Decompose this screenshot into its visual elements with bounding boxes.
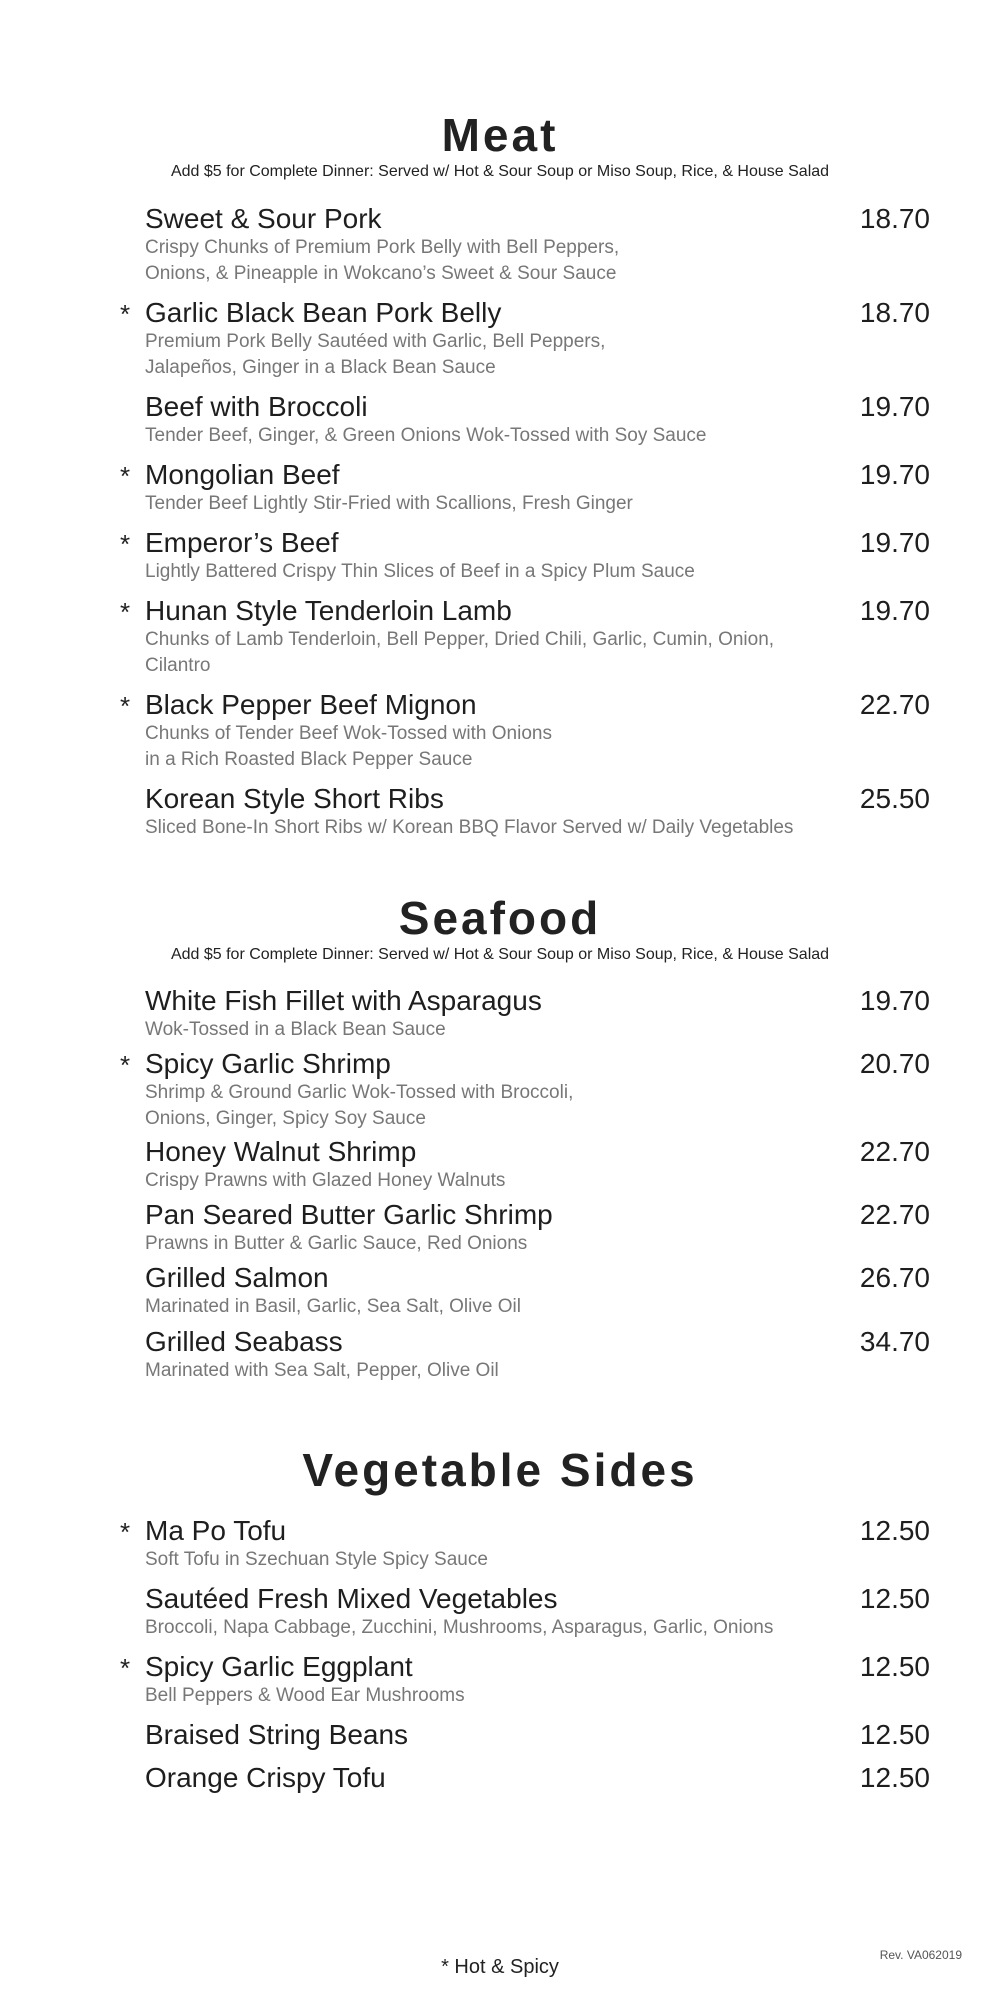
item-description: Sliced Bone-In Short Ribs w/ Korean BBQ Flavor Served w/ Daily Vegetables — [145, 817, 794, 838]
item-name: Emperor’s Beef — [145, 527, 339, 558]
item-description: Lightly Battered Crispy Thin Slices of Beef in a Spicy Plum Sauce — [145, 561, 695, 582]
spicy-marker-icon: * — [120, 461, 131, 491]
item-price: 34.70 — [859, 1326, 930, 1357]
item-name: Beef with Broccoli — [145, 391, 368, 422]
item-price: 19.70 — [859, 527, 930, 558]
item-price: 12.50 — [859, 1762, 930, 1793]
item-price: 22.70 — [859, 689, 930, 720]
item-description: Crispy Prawns with Glazed Honey Walnuts — [145, 1170, 506, 1191]
item-price: 18.70 — [859, 203, 930, 234]
item-name: Sautéed Fresh Mixed Vegetables — [145, 1583, 558, 1614]
spicy-marker-icon: * — [120, 691, 131, 721]
spicy-marker-icon: * — [120, 299, 131, 329]
spicy-marker-icon: * — [120, 1050, 131, 1080]
spicy-marker-icon: * — [120, 529, 131, 559]
item-name: Orange Crispy Tofu — [145, 1762, 386, 1793]
section-note: Add $5 for Complete Dinner: Served w/ Hot & Sour Soup or Miso Soup, Rice, & House Salad — [170, 946, 830, 963]
item-price: 12.50 — [859, 1583, 930, 1614]
item-price: 12.50 — [859, 1651, 930, 1682]
item-description: Tender Beef Lightly Stir-Fried with Scallions, Fresh Ginger — [145, 493, 633, 514]
item-description: Soft Tofu in Szechuan Style Spicy Sauce — [145, 1549, 488, 1570]
item-description: Wok-Tossed in a Black Bean Sauce — [145, 1019, 446, 1040]
spicy-marker-icon: * — [120, 1653, 131, 1683]
item-description: Shrimp & Ground Garlic Wok-Tossed with Broccoli, Onions, Ginger, Spicy Soy Sauce — [145, 1082, 574, 1129]
item-description: Bell Peppers & Wood Ear Mushrooms — [145, 1685, 465, 1706]
item-name: Spicy Garlic Shrimp — [145, 1048, 391, 1079]
item-name: Spicy Garlic Eggplant — [145, 1651, 413, 1682]
item-name: Sweet & Sour Pork — [145, 203, 382, 234]
item-name: Black Pepper Beef Mignon — [145, 689, 477, 720]
item-description: Crispy Chunks of Premium Pork Belly with Bell Peppers, Onions, & Pineapple in Wokcano’s Sweet & Sour Sauce — [145, 237, 620, 284]
item-price: 12.50 — [859, 1719, 930, 1750]
item-price: 25.50 — [859, 783, 930, 814]
item-description: Chunks of Lamb Tenderloin, Bell Pepper, Dried Chili, Garlic, Cumin, Onion, Cilantro — [145, 629, 775, 676]
item-description: Chunks of Tender Beef Wok-Tossed with Onions in a Rich Roasted Black Pepper Sauce — [145, 723, 552, 770]
item-description: Marinated with Sea Salt, Pepper, Olive Oil — [145, 1360, 499, 1381]
item-price: 22.70 — [859, 1136, 930, 1167]
item-name: Pan Seared Butter Garlic Shrimp — [145, 1199, 553, 1230]
item-description: Marinated in Basil, Garlic, Sea Salt, Olive Oil — [145, 1296, 521, 1317]
item-price: 19.70 — [859, 985, 930, 1016]
item-price: 22.70 — [859, 1199, 930, 1230]
spicy-legend: * Hot & Spicy — [441, 1956, 559, 1978]
item-description: Premium Pork Belly Sautéed with Garlic, Bell Peppers, Jalapeños, Ginger in a Black Bean Sauce — [145, 331, 606, 378]
item-price: 19.70 — [859, 595, 930, 626]
item-name: Garlic Black Bean Pork Belly — [145, 297, 502, 328]
item-price: 12.50 — [859, 1515, 930, 1546]
item-name: White Fish Fillet with Asparagus — [145, 985, 542, 1016]
item-price: 18.70 — [859, 297, 930, 328]
section-title: Meat — [441, 109, 559, 161]
item-price: 19.70 — [859, 391, 930, 422]
item-price: 20.70 — [859, 1048, 930, 1079]
item-name: Grilled Seabass — [145, 1326, 343, 1357]
section-note: Add $5 for Complete Dinner: Served w/ Hot & Sour Soup or Miso Soup, Rice, & House Salad — [170, 163, 830, 180]
item-name: Hunan Style Tenderloin Lamb — [145, 595, 512, 626]
spicy-marker-icon: * — [120, 597, 131, 627]
item-description: Tender Beef, Ginger, & Green Onions Wok-Tossed with Soy Sauce — [145, 425, 707, 446]
revision-code: Rev. VA062019 — [879, 1948, 962, 1962]
item-name: Braised String Beans — [145, 1719, 409, 1750]
item-name: Korean Style Short Ribs — [145, 783, 444, 814]
section-title: Seafood — [398, 892, 602, 944]
item-price: 26.70 — [859, 1262, 930, 1293]
section-title: Vegetable Sides — [302, 1444, 698, 1496]
item-name: Grilled Salmon — [145, 1262, 329, 1293]
item-name: Honey Walnut Shrimp — [145, 1136, 417, 1167]
item-name: Ma Po Tofu — [145, 1515, 287, 1546]
spicy-marker-icon: * — [120, 1517, 131, 1547]
item-name: Mongolian Beef — [145, 459, 340, 490]
item-description: Broccoli, Napa Cabbage, Zucchini, Mushrooms, Asparagus, Garlic, Onions — [145, 1617, 774, 1638]
item-description: Prawns in Butter & Garlic Sauce, Red Onions — [145, 1233, 528, 1254]
item-price: 19.70 — [859, 459, 930, 490]
